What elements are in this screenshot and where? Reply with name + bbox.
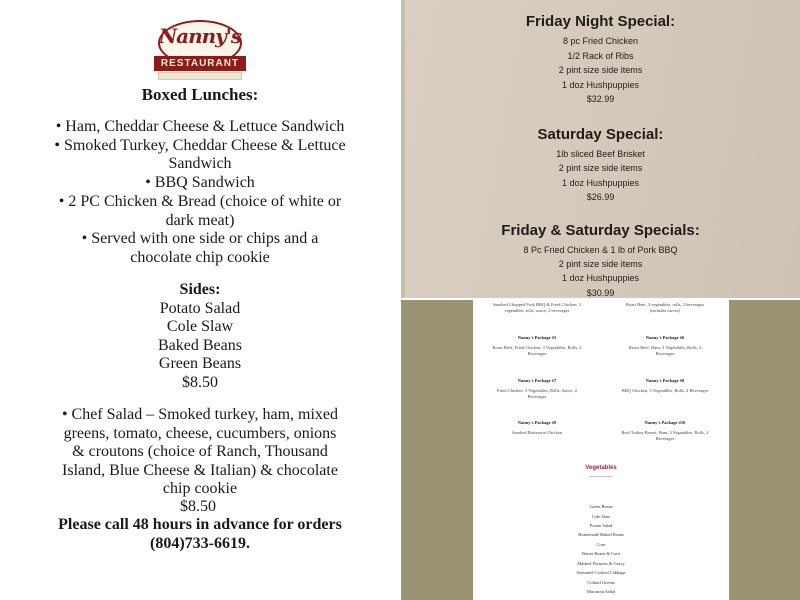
chef-salad-line: greens, tomato, cheese, cucumbers, onions	[63, 425, 337, 442]
special-item: 1/2 Rack of Ribs	[567, 51, 634, 61]
package-desc: Roast Beef, Fried Chicken, 3 Vegetables, Rolls, 2	[492, 345, 582, 350]
package-title: Nanny's Package #10	[644, 420, 686, 425]
lunch-item: dark meat)	[165, 212, 235, 229]
lunch-item: • Ham, Cheddar Cheese & Lettuce Sandwich	[55, 118, 345, 135]
special-item: 8 Pc Fried Chicken & 1 lb of Pork BBQ	[523, 245, 678, 255]
weekend-specials-photo	[401, 0, 800, 298]
vegetable-item: Potato Salad	[589, 523, 613, 528]
lunch-item: chocolate chip cookie	[130, 249, 270, 266]
package-desc: vegetables, rolls, sauce, 2 beverages	[504, 308, 570, 313]
special-item: 1 doz Hushpuppies	[561, 80, 640, 90]
vegetable-item: Cole Slaw	[591, 514, 611, 519]
package-desc: Beverages	[655, 351, 675, 356]
package-desc: Beverages	[655, 436, 675, 441]
phone-number: (804)733-6619.	[150, 535, 250, 552]
side-item: Baked Beans	[158, 337, 242, 354]
chef-salad-line: & croutons (choice of Ranch, Thousand	[72, 443, 328, 460]
boxed-lunches-title: Boxed Lunches:	[141, 85, 259, 104]
package-desc: Smoked Rotisserie Chicken	[512, 430, 562, 435]
vegetable-item: Green Beans	[589, 504, 613, 509]
vegetables-title: Vegetables	[585, 465, 617, 471]
vegetable-item: Corn	[596, 542, 606, 547]
side-item: Green Beans	[158, 355, 242, 372]
special-item: 2 pint size side items	[558, 163, 643, 173]
logo-script-text: Nanny's	[158, 24, 242, 48]
chef-salad-line: • Chef Salad – Smoked turkey, ham, mixed	[61, 406, 339, 423]
lunch-item: • BBQ Sandwich	[145, 174, 255, 191]
vegetables-divider	[589, 476, 613, 477]
special-item: 1lb sliced Beef Brisket	[556, 149, 645, 159]
saturday-special-price: $26.99	[586, 192, 615, 202]
advance-order-notice: Please call 48 hours in advance for orders	[58, 516, 342, 533]
vegetable-item: Butter Beans & Corn	[581, 551, 621, 556]
package-title: Nanny's Package #7	[517, 378, 557, 383]
package-desc: Real Turkey Breast, Ham, 3 Vegetables, Rolls, 2	[621, 430, 709, 435]
vegetable-item: Seasoned Cooked Cabbage	[576, 570, 626, 575]
chef-salad-line: chip cookie	[162, 480, 238, 497]
chef-salad-line: Island, Blue Cheese & Italian) & chocolate	[62, 462, 338, 479]
package-desc: Smoked Chopped Pork BBQ & Fried Chicken, 3	[493, 302, 581, 307]
package-desc: (includes carver)	[649, 308, 681, 313]
lunch-item: • Smoked Turkey, Cheddar Cheese & Lettuce	[54, 137, 346, 154]
lunch-item: • Served with one side or chips and a	[81, 230, 319, 247]
special-item: 2 pint size side items	[558, 259, 643, 269]
packages-document-frame	[401, 300, 800, 600]
packages-document	[473, 300, 729, 600]
package-title: Nanny's Package #5	[517, 335, 557, 340]
vegetable-item: Macaroni Salad	[586, 589, 616, 594]
special-item: 1 doz Hushpuppies	[561, 273, 640, 283]
package-desc: BBQ Chicken, 3 Vegetables, Rolls, 2 Beverages	[621, 388, 709, 393]
package-desc: Beverages	[527, 394, 547, 399]
vegetable-item: Homemade Baked Beans	[578, 532, 624, 537]
saturday-special-title: Saturday Special:	[537, 126, 664, 143]
sides-title: Sides:	[179, 281, 221, 298]
side-item: Potato Salad	[159, 300, 241, 317]
friday-special-title: Friday Night Special:	[525, 13, 676, 30]
lunch-item: • 2 PC Chicken & Bread (choice of white or	[58, 193, 342, 210]
friday-special-price: $32.99	[586, 94, 615, 104]
lunch-item: Sandwich	[168, 155, 232, 172]
fri-sat-special-price: $30.99	[586, 288, 615, 298]
fri-sat-special-title: Friday & Saturday Specials:	[501, 222, 700, 239]
special-item: 2 pint size side items	[558, 65, 643, 75]
package-desc: Beverages	[527, 351, 547, 356]
nannys-restaurant-logo	[152, 18, 248, 82]
package-desc: Roast Beef, Ham, 3 Vegetables, Rolls, 2	[628, 345, 702, 350]
vegetable-item: Collard Greens	[587, 580, 615, 585]
vegetable-item: Mashed Potatoes & Gravy	[577, 561, 625, 566]
package-title: Nanny's Package #6	[645, 335, 685, 340]
sides-price: $8.50	[182, 374, 218, 391]
logo-banner: RESTAURANT	[154, 56, 246, 71]
package-title: Nanny's Package #9	[517, 420, 557, 425]
package-desc: Roast Beef, 3 vegetables, rolls, 2 beverages	[625, 302, 705, 307]
chef-salad-price: $8.50	[180, 498, 216, 515]
side-item: Cole Slaw	[166, 318, 234, 335]
package-title: Nanny's Package #8	[645, 378, 685, 383]
package-desc: Fried Chicken, 3 Vegetables, Rolls, Sauce, 2	[497, 388, 577, 393]
special-item: 8 pc Fried Chicken	[562, 36, 639, 46]
logo-tagline-strip	[158, 72, 242, 80]
special-item: 1 doz Hushpuppies	[561, 178, 640, 188]
